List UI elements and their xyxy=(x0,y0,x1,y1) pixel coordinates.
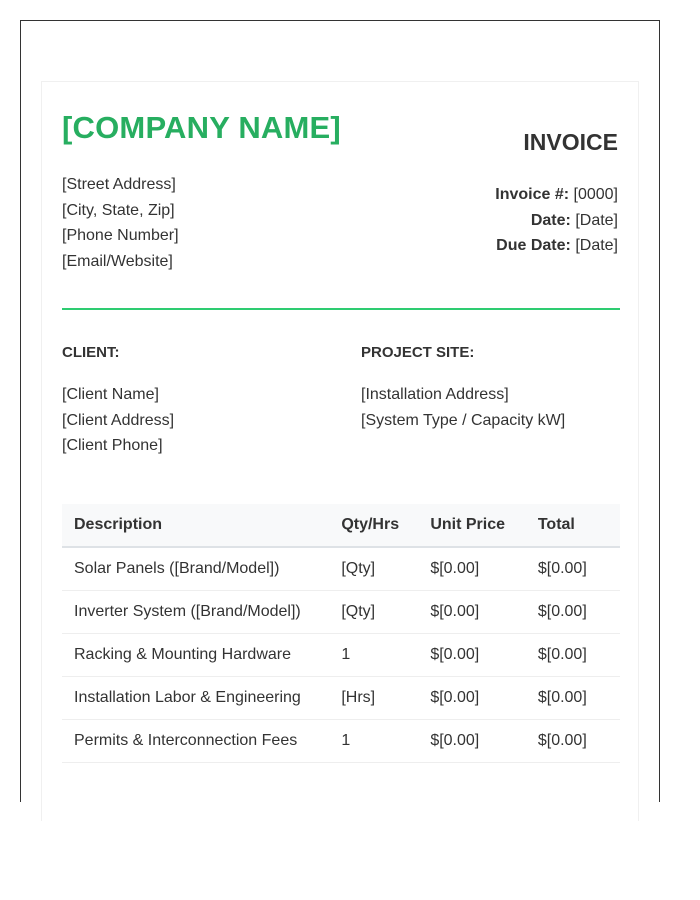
company-name: [COMPANY NAME] xyxy=(62,110,341,145)
invoice-number-value: [0000] xyxy=(573,186,618,203)
cell-total: $[0.00] xyxy=(526,591,620,634)
address-line: [Email/Website] xyxy=(62,252,173,270)
cell-unit-price: $[0.00] xyxy=(418,720,526,763)
cell-unit-price: $[0.00] xyxy=(418,591,526,634)
invoice-page xyxy=(20,20,660,802)
cell-total: $[0.00] xyxy=(526,677,620,720)
project-site-heading: PROJECT SITE: xyxy=(361,344,475,361)
address-line: [Phone Number] xyxy=(62,227,179,244)
due-date-value: [Date] xyxy=(575,237,618,254)
address-line: [City, State, Zip] xyxy=(62,201,175,219)
cell-unit-price: $[0.00] xyxy=(418,677,526,720)
invoice-meta xyxy=(495,182,618,259)
cell-total: $[0.00] xyxy=(526,547,620,591)
cell-unit-price: $[0.00] xyxy=(418,547,526,591)
cell-qty: [Qty] xyxy=(333,591,418,634)
cell-description: Solar Panels ([Brand/Model]) xyxy=(62,547,333,591)
invoice-date-row xyxy=(495,208,618,234)
cell-unit-price: $[0.00] xyxy=(418,634,526,677)
client-line: [Client Name] xyxy=(62,386,159,403)
client-line: [Client Address] xyxy=(62,411,175,429)
invoice-card xyxy=(41,81,639,821)
cell-description: Installation Labor & Engineering xyxy=(62,677,333,720)
site-line: [Installation Address] xyxy=(361,386,509,403)
company-address xyxy=(62,172,179,274)
due-date-label: Due Date: xyxy=(496,237,571,254)
invoice-title: INVOICE xyxy=(523,129,618,155)
site-line: [System Type / Capacity kW] xyxy=(361,411,566,429)
header-qty: Qty/Hrs xyxy=(333,504,418,547)
cell-qty: [Hrs] xyxy=(333,677,418,720)
header-total: Total xyxy=(526,504,620,547)
table-row xyxy=(62,634,620,677)
table-row xyxy=(62,591,620,634)
client-line: [Client Phone] xyxy=(62,437,163,454)
cell-description: Permits & Interconnection Fees xyxy=(62,720,333,763)
header-unit-price: Unit Price xyxy=(418,504,526,547)
table-header-row xyxy=(62,504,620,547)
invoice-number-label: Invoice #: xyxy=(495,186,570,203)
due-date-row xyxy=(495,233,618,259)
cell-total: $[0.00] xyxy=(526,720,620,763)
cell-total: $[0.00] xyxy=(526,634,620,677)
line-items-table xyxy=(62,504,620,763)
cell-qty: [Qty] xyxy=(333,547,418,591)
project-site-details xyxy=(361,382,565,433)
address-line: [Street Address] xyxy=(62,176,176,193)
invoice-date-value: [Date] xyxy=(575,211,618,229)
table-row xyxy=(62,547,620,591)
table-row xyxy=(62,677,620,720)
table-row xyxy=(62,720,620,763)
cell-qty: 1 xyxy=(333,720,418,763)
header-divider xyxy=(62,308,620,310)
cell-description: Racking & Mounting Hardware xyxy=(62,634,333,677)
header-description: Description xyxy=(62,504,333,547)
client-details xyxy=(62,382,174,459)
cell-description: Inverter System ([Brand/Model]) xyxy=(62,591,333,634)
invoice-date-label: Date: xyxy=(530,211,571,229)
invoice-number-row xyxy=(495,182,618,208)
client-heading: CLIENT: xyxy=(62,344,120,361)
cell-qty: 1 xyxy=(333,634,418,677)
